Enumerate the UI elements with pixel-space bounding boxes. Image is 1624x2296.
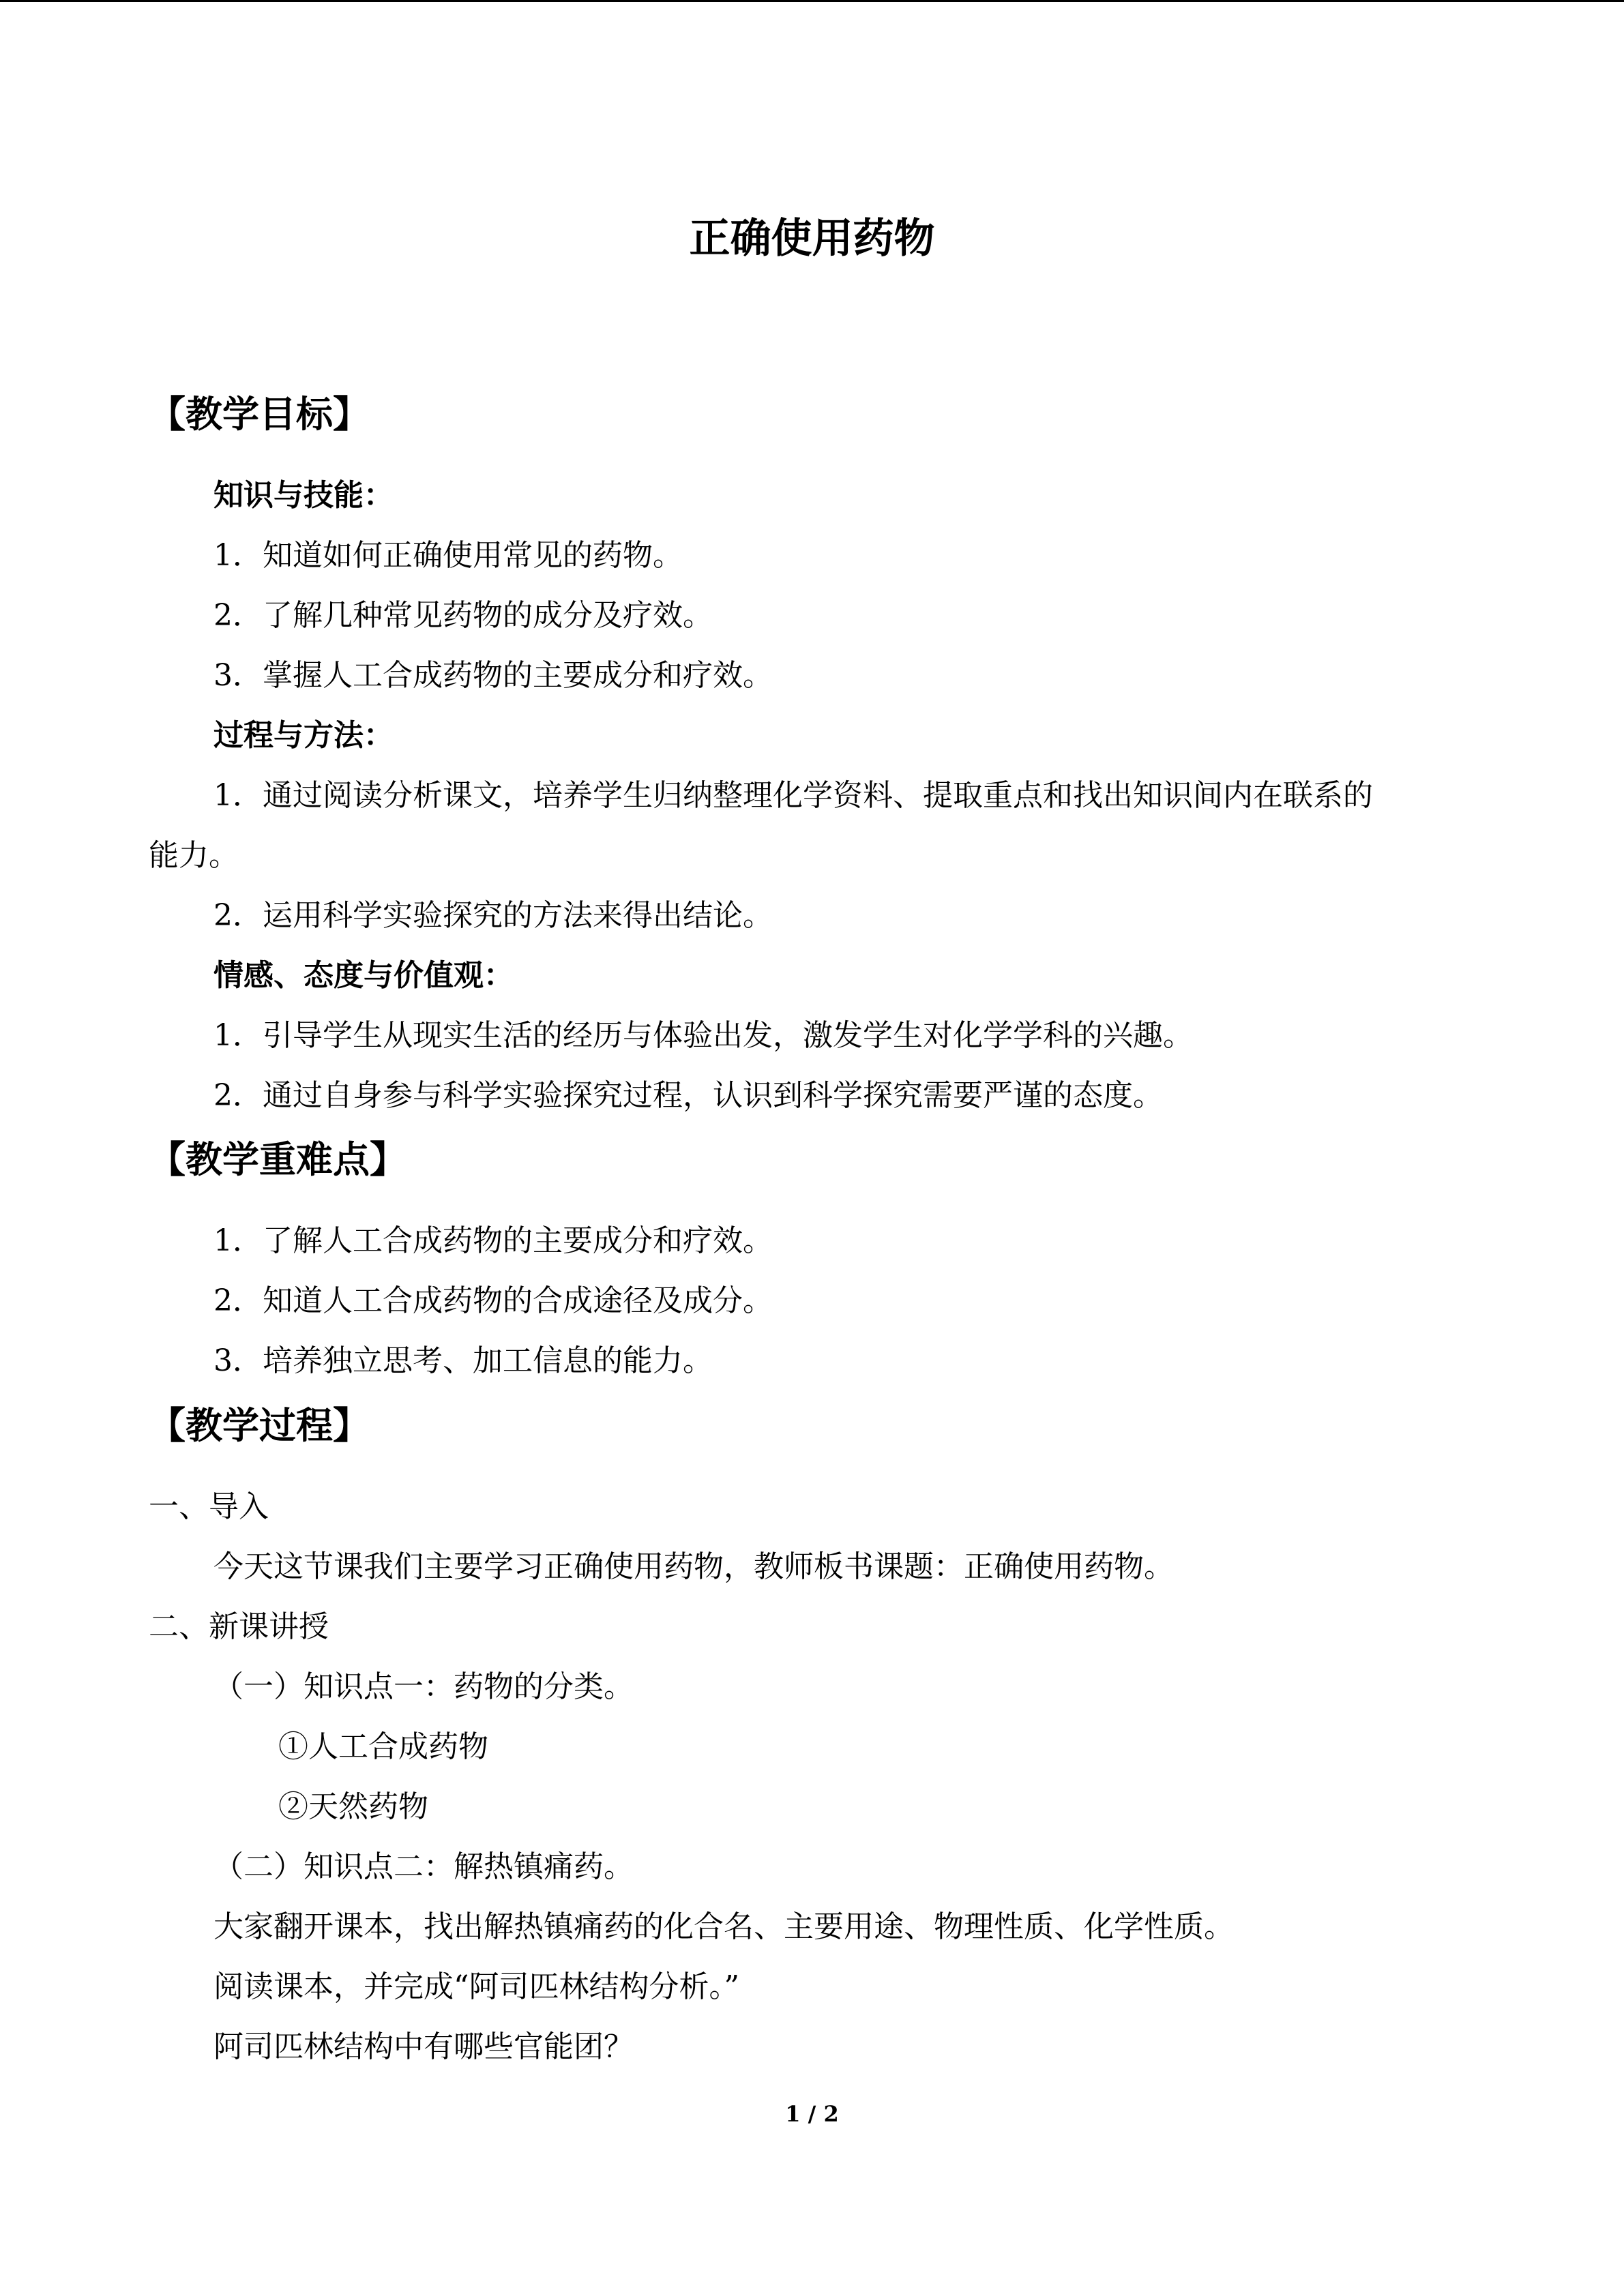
paragraph: 阅读课本，并完成“阿司匹林结构分析。”	[213, 1969, 739, 2004]
process-method-heading: 过程与方法：	[213, 718, 394, 753]
knowledge-skills-heading: 知识与技能：	[213, 478, 394, 513]
knowledge-point-heading: （一）知识点一：药物的分类。	[213, 1669, 634, 1704]
paragraph: 阿司匹林结构中有哪些官能团？	[213, 2029, 634, 2064]
list-item: 2．了解几种常见药物的成分及疗效。	[213, 598, 713, 633]
list-item: 3．掌握人工合成药物的主要成分和疗效。	[213, 658, 773, 693]
list-item: 2．运用科学实验探究的方法来得出结论。	[213, 898, 773, 933]
page-number: 1 / 2	[785, 2101, 839, 2127]
intro-heading: 一、导入	[149, 1489, 269, 1524]
section-heading-objectives: 【教学目标】	[149, 392, 370, 436]
section-heading-key-points: 【教学重难点】	[149, 1137, 407, 1181]
list-item: ①人工合成药物	[278, 1729, 488, 1764]
page-title: 正确使用药物	[689, 215, 935, 263]
list-item: 1．引导学生从现实生活的经历与体验出发，激发学生对化学学科的兴趣。	[213, 1018, 1193, 1053]
list-item: 1．了解人工合成药物的主要成分和疗效。	[213, 1223, 773, 1258]
section-heading-process: 【教学过程】	[149, 1403, 370, 1447]
knowledge-point-heading: （二）知识点二：解热镇痛药。	[213, 1849, 634, 1884]
page-top-border	[0, 0, 1624, 2]
list-item: 3．培养独立思考、加工信息的能力。	[213, 1343, 713, 1378]
new-lesson-heading: 二、新课讲授	[149, 1609, 329, 1644]
list-item-continuation: 能力。	[149, 838, 239, 873]
attitude-values-heading: 情感、态度与价值观：	[213, 958, 514, 993]
list-item: ②天然药物	[278, 1789, 428, 1824]
list-item: 1．知道如何正确使用常见的药物。	[213, 538, 683, 573]
list-item: 2．通过自身参与科学实验探究过程，认识到科学探究需要严谨的态度。	[213, 1078, 1163, 1113]
paragraph: 大家翻开课本，找出解热镇痛药的化合名、主要用途、物理性质、化学性质。	[213, 1909, 1234, 1944]
paragraph: 今天这节课我们主要学习正确使用药物，教师板书课题：正确使用药物。	[213, 1549, 1174, 1584]
list-item: 2．知道人工合成药物的合成途径及成分。	[213, 1283, 773, 1318]
list-item: 1．通过阅读分析课文，培养学生归纳整理化学资料、提取重点和找出知识间内在联系的	[213, 778, 1373, 813]
